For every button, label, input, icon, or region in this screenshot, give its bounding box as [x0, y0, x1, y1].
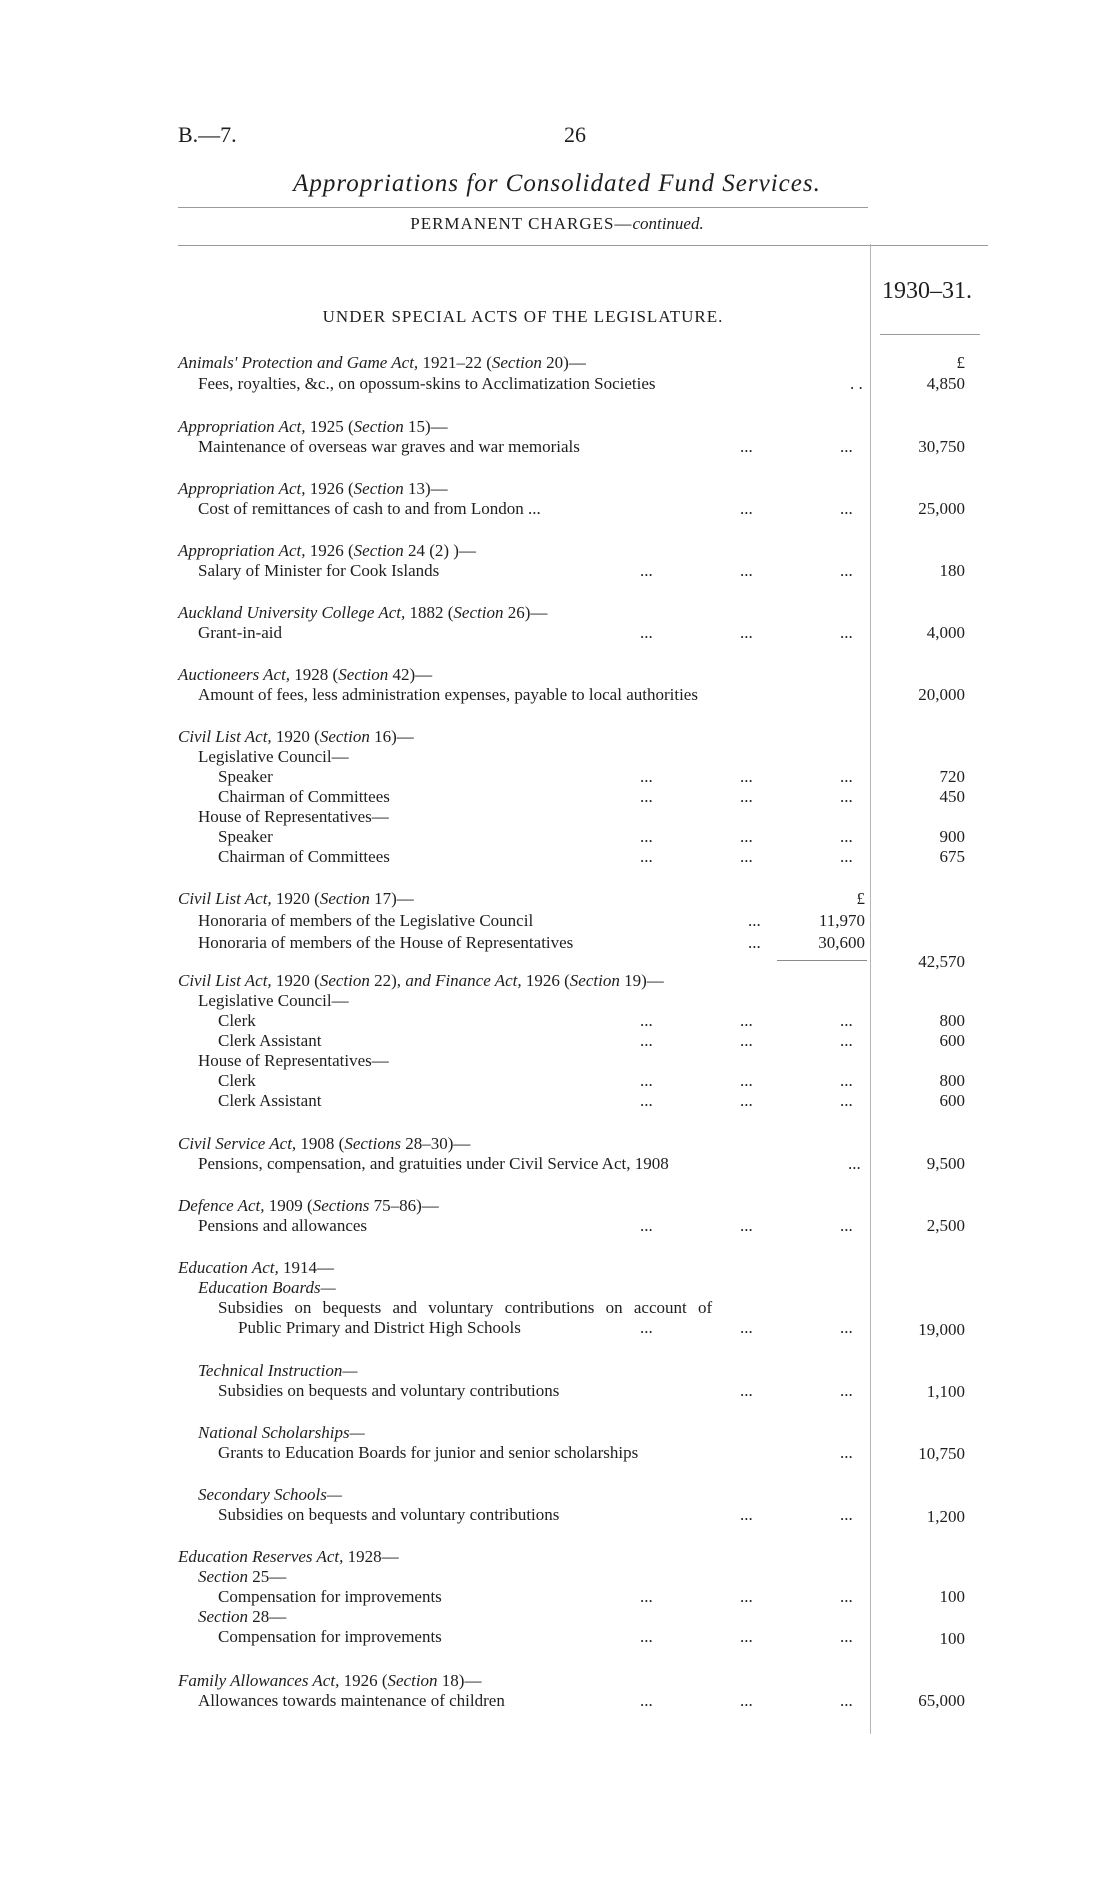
amount: 720: [939, 767, 965, 786]
amount: 4,000: [926, 623, 965, 642]
sub-heading: Section 28—: [198, 1607, 287, 1626]
amount: 2,500: [926, 1216, 965, 1235]
sub-heading: Section 25—: [198, 1567, 287, 1586]
amount: 30,750: [918, 437, 965, 456]
amount: 900: [939, 827, 965, 846]
sub-amount: 30,600: [818, 933, 865, 952]
amount: 19,000: [918, 1320, 965, 1339]
amount: 4,850: [926, 374, 965, 393]
amount: 675: [939, 847, 965, 866]
subtitle-rule: [178, 245, 988, 246]
list-item: Clerk ... ... ...: [218, 1071, 853, 1090]
list-item: House of Representatives—: [198, 1051, 389, 1070]
list-item: Pensions and allowances ... ... ...: [198, 1216, 853, 1235]
amount: 65,000: [918, 1691, 965, 1710]
list-item: Speaker ... ... ...: [218, 827, 853, 846]
amount: 10,750: [918, 1444, 965, 1463]
list-item: Chairman of Committees ... ... ...: [218, 847, 853, 866]
list-item: Clerk Assistant ... ... ...: [218, 1031, 853, 1050]
list-item: Public Primary and District High Schools ... ... ...: [238, 1318, 853, 1337]
list-item: Subsidies on bequests and voluntary contributions on account of: [218, 1298, 713, 1317]
act-heading: Auctioneers Act, 1928 (Section 42)—: [178, 665, 433, 684]
act-heading: Education Act, 1914—: [178, 1258, 334, 1277]
amount: 180: [939, 561, 965, 580]
list-item: Pensions, compensation, and gratuities under Civil Service Act, 1908 ...: [198, 1154, 861, 1173]
document-reference: B.—7.: [178, 122, 237, 147]
act-heading: Civil List Act, 1920 (Section 16)—: [178, 727, 414, 746]
sub-heading: Secondary Schools—: [198, 1485, 343, 1504]
list-item: Maintenance of overseas war graves and war memorials ... ...: [198, 437, 853, 456]
list-item: Subsidies on bequests and voluntary contributions ... ...: [218, 1505, 853, 1524]
list-item: Chairman of Committees ... ... ...: [218, 787, 853, 806]
amount: 800: [939, 1071, 965, 1090]
act-heading: Appropriation Act, 1925 (Section 15)—: [178, 417, 448, 436]
currency-symbol: £: [856, 889, 865, 908]
list-item: Grant-in-aid ... ... ...: [198, 623, 853, 642]
amount: 42,570: [918, 952, 965, 971]
sub-heading: National Scholarships—: [198, 1423, 365, 1442]
list-item: Compensation for improvements ... ... ...: [218, 1587, 853, 1606]
sub-heading: Technical Instruction—: [198, 1361, 358, 1380]
act-heading: Civil Service Act, 1908 (Sections 28–30)—: [178, 1134, 471, 1153]
amount: 600: [939, 1091, 965, 1110]
title-rule: [178, 207, 868, 208]
list-item: Clerk Assistant ... ... ...: [218, 1091, 853, 1110]
act-heading: Education Reserves Act, 1928—: [178, 1547, 399, 1566]
list-item: Allowances towards maintenance of children ... ... ...: [198, 1691, 853, 1710]
section-heading: UNDER SPECIAL ACTS OF THE LEGISLATURE.: [322, 307, 724, 326]
act-heading: Civil List Act, 1920 (Section 17)—: [178, 889, 414, 908]
act-heading: Appropriation Act, 1926 (Section 24 (2) )—: [178, 541, 476, 560]
list-item: Honoraria of members of the Legislative Council ...: [198, 911, 761, 930]
page-number: 26: [564, 122, 586, 147]
list-item: Compensation for improvements ... ... ...: [218, 1627, 853, 1646]
page-subtitle: PERMANENT CHARGES—continued.: [410, 214, 704, 233]
amount: 600: [939, 1031, 965, 1050]
list-item: Honoraria of members of the House of Representatives ...: [198, 933, 761, 952]
year-heading-rule: [880, 334, 980, 335]
amount: 450: [939, 787, 965, 806]
amount: 20,000: [918, 685, 965, 704]
amount: 9,500: [926, 1154, 965, 1173]
page-title: Appropriations for Consolidated Fund Services.: [293, 170, 821, 197]
list-item: Cost of remittances of cash to and from London ... ... ...: [198, 499, 853, 518]
list-item: Grants to Education Boards for junior and senior scholarships ...: [218, 1443, 853, 1462]
act-heading: Animals' Protection and Game Act, 1921–22 (Section 20)—: [178, 353, 586, 372]
amount: 800: [939, 1011, 965, 1030]
list-item: Subsidies on bequests and voluntary contributions ... ...: [218, 1381, 853, 1400]
list-item: Fees, royalties, &c., on opossum-skins to Acclimatization Societies . .: [198, 374, 863, 393]
amount: 25,000: [918, 499, 965, 518]
sub-heading: Education Boards—: [198, 1278, 336, 1297]
list-item: Legislative Council—: [198, 747, 349, 766]
year-heading: 1930–31.: [882, 278, 972, 304]
amount: 100: [939, 1587, 965, 1606]
list-item: Clerk ... ... ...: [218, 1011, 853, 1030]
act-heading: Appropriation Act, 1926 (Section 13)—: [178, 479, 448, 498]
list-item: Amount of fees, less administration expenses, payable to local authorities: [198, 685, 698, 704]
list-item: Salary of Minister for Cook Islands ... ... ...: [198, 561, 853, 580]
amount: 100: [939, 1629, 965, 1648]
list-item: House of Representatives—: [198, 807, 389, 826]
subtotal-rule: [777, 960, 867, 961]
act-heading: Civil List Act, 1920 (Section 22), and Finance Act, 1926 (Section 19)—: [178, 971, 664, 990]
amount: 1,200: [926, 1507, 965, 1526]
act-heading: Family Allowances Act, 1926 (Section 18)—: [178, 1671, 482, 1690]
amount: 1,100: [926, 1382, 965, 1401]
act-heading: Defence Act, 1909 (Sections 75–86)—: [178, 1196, 439, 1215]
amount-column-divider: [870, 244, 871, 1734]
sub-amount: 11,970: [818, 911, 865, 930]
act-heading: Auckland University College Act, 1882 (Section 26)—: [178, 603, 548, 622]
list-item: Legislative Council—: [198, 991, 349, 1010]
currency-symbol: £: [956, 353, 965, 372]
list-item: Speaker ... ... ...: [218, 767, 853, 786]
